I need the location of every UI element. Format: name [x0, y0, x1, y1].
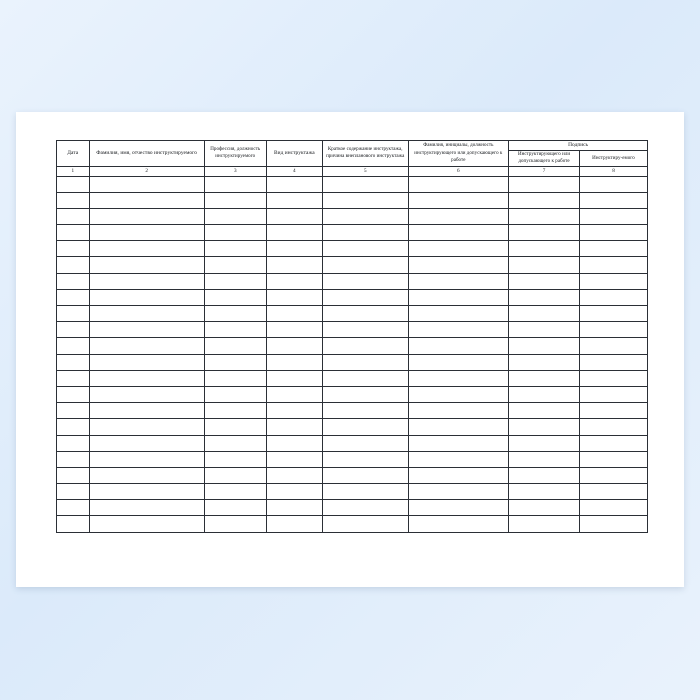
cell-instructor-name[interactable] [408, 338, 508, 354]
cell-briefing-type[interactable] [266, 338, 322, 354]
cell-date[interactable] [57, 192, 90, 208]
cell-profession[interactable] [204, 403, 266, 419]
cell-signature-instructor[interactable] [509, 241, 580, 257]
header-cell-signature-instructed: Инструктиру-емого [579, 151, 647, 167]
cell-instructor-name[interactable] [408, 257, 508, 273]
cell-fullname[interactable] [89, 338, 204, 354]
cell-briefing-content[interactable] [322, 467, 408, 483]
cell-briefing-type[interactable] [266, 192, 322, 208]
cell-date[interactable] [57, 208, 90, 224]
cell-instructor-name[interactable] [408, 306, 508, 322]
table-area [56, 140, 648, 567]
cell-signature-instructor[interactable] [509, 451, 580, 467]
cell-signature-instructed[interactable] [579, 273, 647, 289]
cell-briefing-content[interactable] [322, 289, 408, 305]
cell-briefing-type[interactable] [266, 225, 322, 241]
cell-instructor-name[interactable] [408, 241, 508, 257]
cell-profession[interactable] [204, 451, 266, 467]
cell-profession[interactable] [204, 516, 266, 532]
cell-fullname[interactable] [89, 176, 204, 192]
cell-briefing-content[interactable] [322, 354, 408, 370]
cell-date[interactable] [57, 241, 90, 257]
cell-signature-instructed[interactable] [579, 419, 647, 435]
cell-instructor-name[interactable] [408, 273, 508, 289]
cell-fullname[interactable] [89, 322, 204, 338]
cell-briefing-content[interactable] [322, 500, 408, 516]
header-group-signature: Подпись [509, 141, 648, 151]
cell-instructor-name[interactable] [408, 208, 508, 224]
cell-briefing-type[interactable] [266, 516, 322, 532]
header-cell-briefing-content: Краткое содержание инструктажа, причина внепланового инструктажа [322, 141, 408, 167]
cell-date[interactable] [57, 176, 90, 192]
cell-signature-instructed[interactable] [579, 354, 647, 370]
cell-signature-instructed[interactable] [579, 225, 647, 241]
column-number-2: 2 [89, 166, 204, 176]
cell-briefing-content[interactable] [322, 306, 408, 322]
table-row [57, 386, 648, 402]
cell-signature-instructed[interactable] [579, 516, 647, 532]
cell-briefing-type[interactable] [266, 370, 322, 386]
cell-instructor-name[interactable] [408, 192, 508, 208]
cell-profession[interactable] [204, 435, 266, 451]
table-row [57, 338, 648, 354]
cell-signature-instructor[interactable] [509, 176, 580, 192]
table-row [57, 370, 648, 386]
cell-date[interactable] [57, 403, 90, 419]
cell-briefing-type[interactable] [266, 451, 322, 467]
cell-signature-instructed[interactable] [579, 257, 647, 273]
cell-briefing-content[interactable] [322, 225, 408, 241]
cell-profession[interactable] [204, 338, 266, 354]
cell-signature-instructor[interactable] [509, 225, 580, 241]
header-cell-instructor-name: Фамилия, инициалы, должность инструктирующего или допускающего к работе [408, 141, 508, 167]
table-row [57, 322, 648, 338]
cell-signature-instructor[interactable] [509, 435, 580, 451]
cell-instructor-name[interactable] [408, 225, 508, 241]
cell-date[interactable] [57, 484, 90, 500]
cell-date[interactable] [57, 370, 90, 386]
cell-date[interactable] [57, 322, 90, 338]
cell-instructor-name[interactable] [408, 322, 508, 338]
header-cell-briefing-type: Вид инструктажа [266, 141, 322, 167]
paper-sheet [16, 112, 684, 587]
cell-instructor-name[interactable] [408, 484, 508, 500]
cell-signature-instructor[interactable] [509, 289, 580, 305]
cell-briefing-content[interactable] [322, 208, 408, 224]
column-number-4: 4 [266, 166, 322, 176]
cell-briefing-content[interactable] [322, 435, 408, 451]
header-cell-fullname: Фамилия, имя, отчество инструктируемого [89, 141, 204, 167]
cell-signature-instructed[interactable] [579, 322, 647, 338]
cell-signature-instructed[interactable] [579, 176, 647, 192]
column-number-3: 3 [204, 166, 266, 176]
cell-signature-instructed[interactable] [579, 500, 647, 516]
cell-briefing-type[interactable] [266, 484, 322, 500]
table-row [57, 225, 648, 241]
column-number-6: 6 [408, 166, 508, 176]
cell-briefing-content[interactable] [322, 241, 408, 257]
cell-signature-instructed[interactable] [579, 403, 647, 419]
cell-signature-instructed[interactable] [579, 289, 647, 305]
cell-fullname[interactable] [89, 192, 204, 208]
cell-signature-instructor[interactable] [509, 273, 580, 289]
cell-profession[interactable] [204, 386, 266, 402]
cell-briefing-content[interactable] [322, 273, 408, 289]
cell-briefing-content[interactable] [322, 257, 408, 273]
cell-profession[interactable] [204, 354, 266, 370]
cell-profession[interactable] [204, 500, 266, 516]
cell-date[interactable] [57, 386, 90, 402]
cell-briefing-content[interactable] [322, 176, 408, 192]
table-row [57, 241, 648, 257]
column-number-1: 1 [57, 166, 90, 176]
cell-instructor-name[interactable] [408, 435, 508, 451]
header-cell-profession: Профессия, должность инструктируемого [204, 141, 266, 167]
cell-date[interactable] [57, 467, 90, 483]
cell-signature-instructor[interactable] [509, 516, 580, 532]
table-row [57, 403, 648, 419]
cell-date[interactable] [57, 306, 90, 322]
cell-date[interactable] [57, 273, 90, 289]
cell-instructor-name[interactable] [408, 354, 508, 370]
cell-fullname[interactable] [89, 435, 204, 451]
header-cell-date: Дата [57, 141, 90, 167]
cell-fullname[interactable] [89, 467, 204, 483]
cell-signature-instructor[interactable] [509, 403, 580, 419]
table-row [57, 484, 648, 500]
cell-fullname[interactable] [89, 208, 204, 224]
cell-instructor-name[interactable] [408, 451, 508, 467]
cell-signature-instructed[interactable] [579, 370, 647, 386]
cell-profession[interactable] [204, 176, 266, 192]
cell-profession[interactable] [204, 192, 266, 208]
cell-signature-instructed[interactable] [579, 484, 647, 500]
cell-profession[interactable] [204, 419, 266, 435]
cell-instructor-name[interactable] [408, 500, 508, 516]
cell-briefing-type[interactable] [266, 176, 322, 192]
cell-briefing-content[interactable] [322, 484, 408, 500]
cell-briefing-type[interactable] [266, 419, 322, 435]
cell-fullname[interactable] [89, 419, 204, 435]
cell-fullname[interactable] [89, 225, 204, 241]
cell-signature-instructed[interactable] [579, 386, 647, 402]
cell-profession[interactable] [204, 273, 266, 289]
table-row [57, 500, 648, 516]
cell-signature-instructor[interactable] [509, 467, 580, 483]
cell-date[interactable] [57, 354, 90, 370]
cell-fullname[interactable] [89, 451, 204, 467]
cell-briefing-type[interactable] [266, 257, 322, 273]
cell-briefing-content[interactable] [322, 451, 408, 467]
table-row [57, 192, 648, 208]
table-row [57, 354, 648, 370]
cell-signature-instructor[interactable] [509, 370, 580, 386]
cell-briefing-type[interactable] [266, 322, 322, 338]
cell-fullname[interactable] [89, 500, 204, 516]
cell-briefing-type[interactable] [266, 273, 322, 289]
cell-briefing-type[interactable] [266, 403, 322, 419]
cell-briefing-type[interactable] [266, 208, 322, 224]
cell-instructor-name[interactable] [408, 386, 508, 402]
cell-profession[interactable] [204, 484, 266, 500]
cell-instructor-name[interactable] [408, 370, 508, 386]
cell-instructor-name[interactable] [408, 176, 508, 192]
cell-briefing-type[interactable] [266, 241, 322, 257]
column-number-8: 8 [579, 166, 647, 176]
table-row [57, 419, 648, 435]
cell-briefing-content[interactable] [322, 386, 408, 402]
cell-instructor-name[interactable] [408, 419, 508, 435]
cell-profession[interactable] [204, 322, 266, 338]
table-column-numbers-row [57, 166, 648, 176]
cell-date[interactable] [57, 257, 90, 273]
cell-signature-instructed[interactable] [579, 451, 647, 467]
table-group-header-row [57, 141, 648, 151]
cell-profession[interactable] [204, 257, 266, 273]
cell-date[interactable] [57, 435, 90, 451]
cell-fullname[interactable] [89, 273, 204, 289]
cell-signature-instructor[interactable] [509, 338, 580, 354]
cell-date[interactable] [57, 500, 90, 516]
cell-date[interactable] [57, 516, 90, 532]
cell-briefing-content[interactable] [322, 403, 408, 419]
cell-signature-instructor[interactable] [509, 257, 580, 273]
header-cell-signature-instructor: Инструктирующего или допускающего к работе [509, 151, 580, 167]
cell-signature-instructed[interactable] [579, 241, 647, 257]
cell-profession[interactable] [204, 225, 266, 241]
cell-fullname[interactable] [89, 370, 204, 386]
cell-profession[interactable] [204, 370, 266, 386]
cell-signature-instructed[interactable] [579, 338, 647, 354]
cell-signature-instructor[interactable] [509, 484, 580, 500]
cell-fullname[interactable] [89, 241, 204, 257]
column-number-5: 5 [322, 166, 408, 176]
cell-briefing-type[interactable] [266, 500, 322, 516]
cell-signature-instructor[interactable] [509, 354, 580, 370]
cell-date[interactable] [57, 419, 90, 435]
cell-signature-instructor[interactable] [509, 192, 580, 208]
cell-fullname[interactable] [89, 289, 204, 305]
cell-briefing-content[interactable] [322, 338, 408, 354]
table-row [57, 176, 648, 192]
cell-briefing-content[interactable] [322, 419, 408, 435]
column-number-7: 7 [509, 166, 580, 176]
cell-signature-instructor[interactable] [509, 386, 580, 402]
cell-signature-instructor[interactable] [509, 322, 580, 338]
cell-signature-instructor[interactable] [509, 500, 580, 516]
cell-profession[interactable] [204, 467, 266, 483]
cell-briefing-type[interactable] [266, 386, 322, 402]
cell-briefing-type[interactable] [266, 354, 322, 370]
cell-date[interactable] [57, 451, 90, 467]
cell-profession[interactable] [204, 208, 266, 224]
cell-briefing-content[interactable] [322, 322, 408, 338]
cell-briefing-type[interactable] [266, 289, 322, 305]
cell-briefing-type[interactable] [266, 435, 322, 451]
cell-fullname[interactable] [89, 516, 204, 532]
cell-signature-instructor[interactable] [509, 419, 580, 435]
table-row [57, 257, 648, 273]
cell-profession[interactable] [204, 306, 266, 322]
cell-instructor-name[interactable] [408, 289, 508, 305]
cell-signature-instructed[interactable] [579, 208, 647, 224]
cell-signature-instructed[interactable] [579, 306, 647, 322]
cell-fullname[interactable] [89, 257, 204, 273]
cell-briefing-content[interactable] [322, 192, 408, 208]
table-row [57, 208, 648, 224]
cell-briefing-type[interactable] [266, 306, 322, 322]
cell-instructor-name[interactable] [408, 467, 508, 483]
cell-briefing-content[interactable] [322, 370, 408, 386]
cell-briefing-content[interactable] [322, 516, 408, 532]
cell-signature-instructed[interactable] [579, 192, 647, 208]
cell-briefing-type[interactable] [266, 467, 322, 483]
cell-fullname[interactable] [89, 306, 204, 322]
table-row [57, 451, 648, 467]
cell-profession[interactable] [204, 241, 266, 257]
cell-date[interactable] [57, 225, 90, 241]
cell-instructor-name[interactable] [408, 516, 508, 532]
cell-fullname[interactable] [89, 484, 204, 500]
cell-profession[interactable] [204, 289, 266, 305]
cell-fullname[interactable] [89, 403, 204, 419]
cell-signature-instructor[interactable] [509, 208, 580, 224]
cell-instructor-name[interactable] [408, 403, 508, 419]
briefing-journal-table [56, 140, 648, 533]
table-row [57, 516, 648, 532]
cell-date[interactable] [57, 289, 90, 305]
table-row [57, 289, 648, 305]
table-row [57, 306, 648, 322]
cell-fullname[interactable] [89, 386, 204, 402]
table-row [57, 467, 648, 483]
cell-signature-instructed[interactable] [579, 435, 647, 451]
cell-fullname[interactable] [89, 354, 204, 370]
table-row [57, 435, 648, 451]
cell-signature-instructed[interactable] [579, 467, 647, 483]
cell-signature-instructor[interactable] [509, 306, 580, 322]
cell-date[interactable] [57, 338, 90, 354]
table-row [57, 273, 648, 289]
